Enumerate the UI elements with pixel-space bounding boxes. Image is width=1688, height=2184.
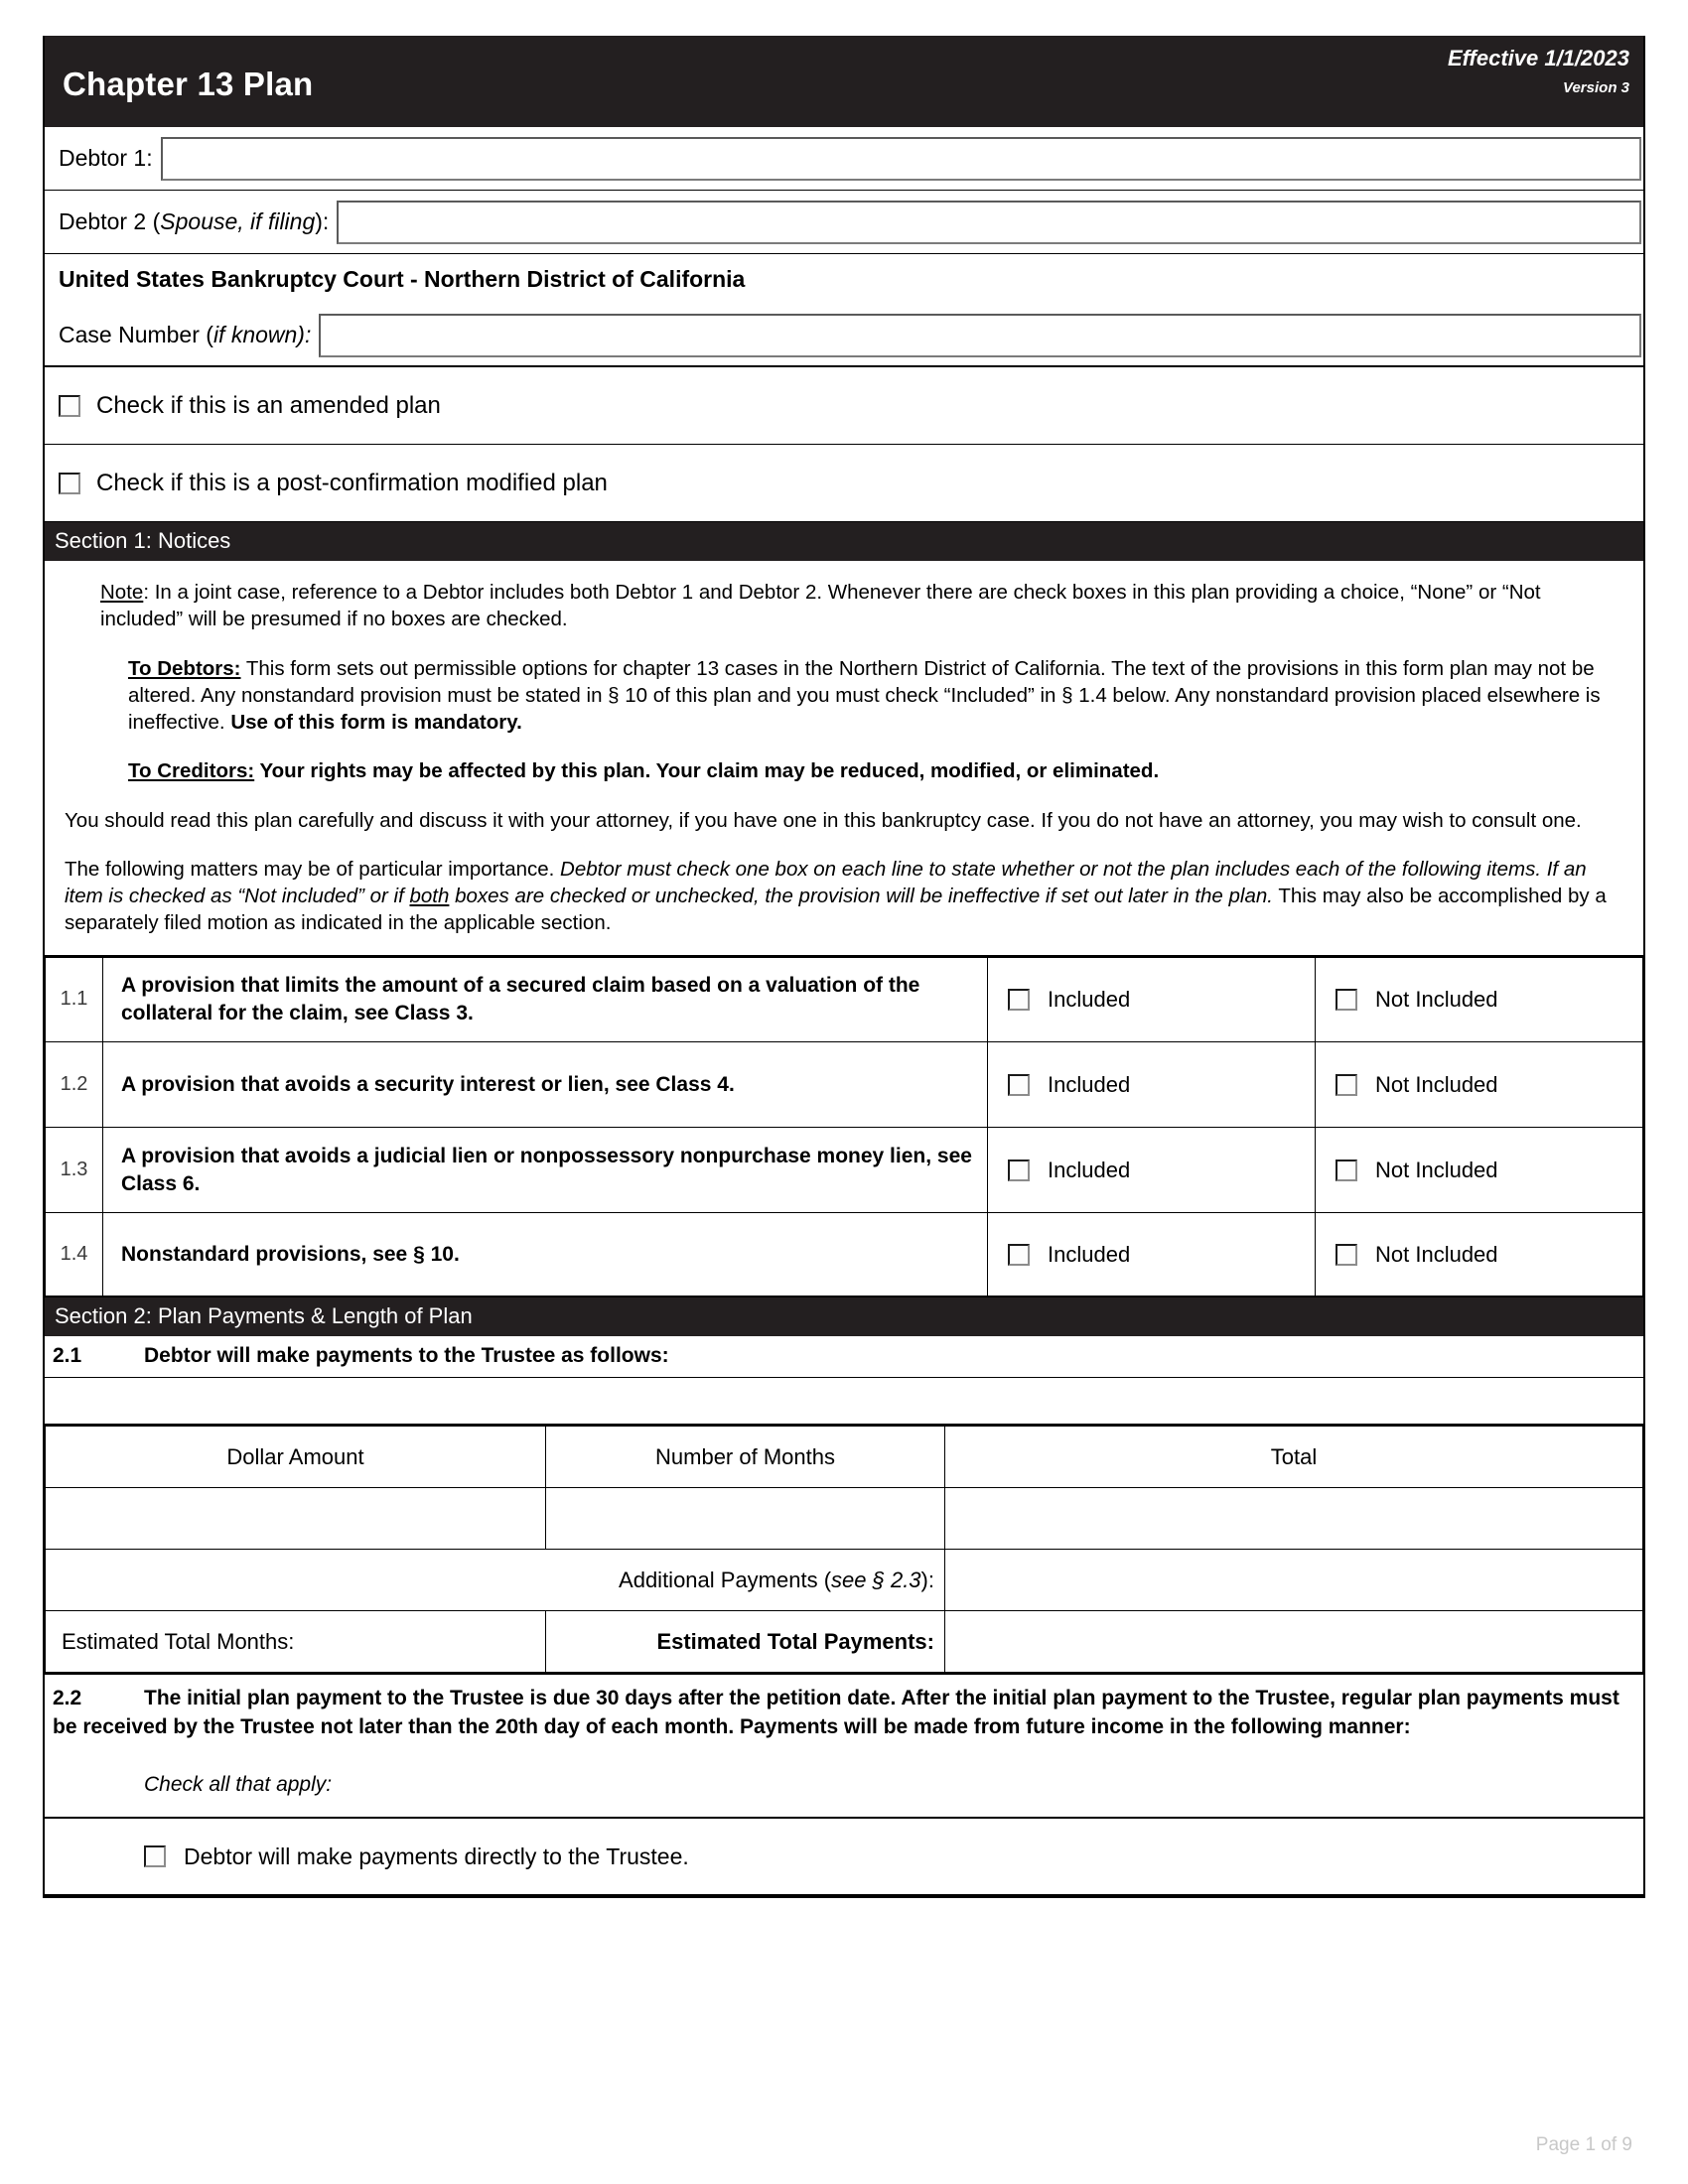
item-not-included-cell[interactable] bbox=[1316, 1128, 1643, 1213]
case-number-label-end: : bbox=[304, 322, 312, 347]
header-total: Total bbox=[945, 1427, 1643, 1488]
item-number: 1.4 bbox=[46, 1213, 103, 1297]
item-not-included-cell[interactable] bbox=[1316, 1213, 1643, 1297]
not-included-checkbox[interactable] bbox=[1336, 989, 1357, 1011]
not-included-checkbox[interactable] bbox=[1336, 1160, 1357, 1181]
table-row bbox=[46, 957, 1643, 1042]
to-debtors-label: To Debtors: bbox=[128, 656, 241, 680]
item-description: A provision that limits the amount of a secured claim based on a valuation of the collateral for the claim, see Class 3. bbox=[103, 957, 988, 1042]
additional-payments-value[interactable] bbox=[945, 1550, 1643, 1611]
header-number-of-months: Number of Months bbox=[546, 1427, 945, 1488]
included-label: Included bbox=[1048, 1157, 1131, 1182]
item-not-included-cell[interactable] bbox=[1316, 957, 1643, 1042]
postconfirmation-plan-row[interactable] bbox=[45, 444, 1643, 521]
cell-total[interactable] bbox=[945, 1488, 1643, 1550]
additional-payments-label-main: Additional Payments ( bbox=[619, 1567, 832, 1592]
direct-payment-row[interactable] bbox=[45, 1819, 1643, 1896]
version-label: Version 3 bbox=[1563, 79, 1629, 96]
item-2-2 bbox=[45, 1673, 1643, 1753]
check-all-that-apply-label: Check all that apply: bbox=[45, 1753, 1643, 1819]
item-not-included-cell[interactable] bbox=[1316, 1042, 1643, 1128]
direct-payment-checkbox[interactable] bbox=[144, 1845, 166, 1867]
cell-dollar-amount[interactable] bbox=[46, 1488, 546, 1550]
amended-plan-row[interactable] bbox=[45, 366, 1643, 444]
to-creditors-text: Your rights may be affected by this plan. Your claim may be reduced, modified, or eliminated. bbox=[254, 759, 1160, 783]
case-number-label-main: Case Number ( bbox=[59, 322, 213, 347]
item-included-cell[interactable] bbox=[988, 957, 1316, 1042]
table-row bbox=[46, 1042, 1643, 1128]
case-number-label bbox=[45, 322, 311, 348]
item-included-cell[interactable] bbox=[988, 1213, 1316, 1297]
note-label: Note bbox=[100, 581, 144, 604]
to-creditors-label: To Creditors: bbox=[128, 759, 255, 783]
debtor2-row bbox=[45, 191, 1643, 254]
additional-payments-label bbox=[546, 1550, 945, 1611]
included-checkbox[interactable] bbox=[1008, 1244, 1030, 1266]
included-checkbox[interactable] bbox=[1008, 1160, 1030, 1181]
additional-payments-label-end: ): bbox=[920, 1567, 934, 1592]
to-creditors-paragraph bbox=[128, 757, 1623, 784]
matters-both-emphasis: both bbox=[409, 885, 450, 907]
plan-payments-table bbox=[45, 1426, 1643, 1673]
case-number-input[interactable] bbox=[319, 314, 1641, 357]
table-row bbox=[46, 1611, 1643, 1673]
included-label: Included bbox=[1048, 1071, 1131, 1097]
direct-payment-label: Debtor will make payments directly to the Trustee. bbox=[184, 1843, 689, 1869]
table-row bbox=[46, 1213, 1643, 1297]
item-2-2-number: 2.2 bbox=[53, 1687, 82, 1709]
header-dollar-amount: Dollar Amount bbox=[46, 1427, 546, 1488]
effective-date: Effective 1/1/2023 bbox=[1447, 46, 1629, 70]
table-row bbox=[46, 1128, 1643, 1213]
item-number: 1.1 bbox=[46, 957, 103, 1042]
item-2-1 bbox=[45, 1336, 1643, 1378]
matters-italic-part2: boxes are checked or unchecked, the provision will be ineffective if set out later in the plan. bbox=[449, 885, 1273, 907]
not-included-checkbox[interactable] bbox=[1336, 1244, 1357, 1266]
item-number: 1.2 bbox=[46, 1042, 103, 1128]
to-debtors-text: This form sets out permissible options for chapter 13 cases in the Northern District of California. The text of the provisions in this form plan may not be altered. Any nonstandard provision must be stated in § 10 of this plan and you must check “Included” in § 1.4 below. Any nonstandard provision placed elsewhere is ineffective. bbox=[128, 656, 1601, 734]
postconfirmation-plan-checkbox[interactable] bbox=[59, 473, 80, 494]
section2-header: Section 2: Plan Payments & Length of Plan bbox=[45, 1297, 1643, 1336]
read-plan-paragraph: You should read this plan carefully and discuss it with your attorney, if you have one in this bankruptcy case. If you do not have an attorney, you may wish to consult one. bbox=[65, 808, 1582, 832]
item-included-cell[interactable] bbox=[988, 1042, 1316, 1128]
case-number-row bbox=[45, 305, 1643, 366]
item-description: A provision that avoids a judicial lien or nonpossessory nonpurchase money lien, see Class 6. bbox=[103, 1128, 988, 1213]
item-description: Nonstandard provisions, see § 10. bbox=[103, 1213, 988, 1297]
item-description: A provision that avoids a security interest or lien, see Class 4. bbox=[103, 1042, 988, 1128]
included-checkbox[interactable] bbox=[1008, 1074, 1030, 1096]
page-title: Chapter 13 Plan bbox=[63, 66, 314, 102]
debtor1-row bbox=[45, 127, 1643, 191]
case-number-label-italic: if known) bbox=[212, 322, 305, 347]
amended-plan-checkbox[interactable] bbox=[59, 395, 80, 417]
table-header-row bbox=[46, 1427, 1643, 1488]
not-included-label: Not Included bbox=[1375, 1157, 1498, 1182]
note-text: : In a joint case, reference to a Debtor includes both Debtor 1 and Debtor 2. Whenever there are check boxes in this plan providing a choice, “None” or “Not included” will be presumed if no boxes are checked. bbox=[100, 581, 1541, 631]
amended-plan-label: Check if this is an amended plan bbox=[96, 391, 441, 419]
cell-number-of-months[interactable] bbox=[546, 1488, 945, 1550]
item-2-1-number: 2.1 bbox=[53, 1344, 82, 1367]
debtor2-label-main: Debtor 2 ( bbox=[59, 208, 161, 234]
matters-lead: The following matters may be of particular importance. bbox=[65, 857, 561, 881]
section1-notices bbox=[45, 561, 1643, 956]
debtor1-label: Debtor 1: bbox=[59, 145, 153, 171]
debtor2-label bbox=[45, 208, 329, 235]
section1-header: Section 1: Notices bbox=[45, 521, 1643, 561]
not-included-label: Not Included bbox=[1375, 1071, 1498, 1097]
matters-italic-part1: Debtor must check one box on each line to state whether or not the plan includes each of the following items. If an item is checked as “Not included” or if bbox=[65, 857, 1587, 907]
to-debtors-paragraph bbox=[128, 655, 1623, 737]
additional-payments-label-italic: see § 2.3 bbox=[831, 1567, 921, 1592]
estimated-total-payments-value[interactable] bbox=[945, 1611, 1643, 1673]
court-name: United States Bankruptcy Court - Northern District of California bbox=[59, 266, 746, 292]
not-included-checkbox[interactable] bbox=[1336, 1074, 1357, 1096]
table-row bbox=[46, 1488, 1643, 1550]
debtor2-label-end: ): bbox=[315, 208, 330, 234]
form-title-bar bbox=[45, 36, 1643, 127]
matters-paragraph bbox=[65, 856, 1623, 937]
section1-items-table bbox=[45, 956, 1643, 1297]
included-checkbox[interactable] bbox=[1008, 989, 1030, 1011]
included-label: Included bbox=[1048, 986, 1131, 1012]
estimated-total-months-label: Estimated Total Months: bbox=[46, 1611, 546, 1673]
note-paragraph bbox=[100, 579, 1623, 633]
postconfirmation-plan-label: Check if this is a post-confirmation modified plan bbox=[96, 469, 608, 496]
debtor2-label-italic: Spouse, if filing bbox=[160, 208, 316, 234]
item-2-1-text: Debtor will make payments to the Trustee as follows: bbox=[144, 1344, 669, 1367]
page-footer: Page 1 of 9 bbox=[1535, 2134, 1632, 2155]
additional-payments-spacer bbox=[46, 1550, 546, 1611]
to-debtors-mandatory: Use of this form is mandatory. bbox=[230, 711, 522, 734]
item-number: 1.3 bbox=[46, 1128, 103, 1213]
item-included-cell[interactable] bbox=[988, 1128, 1316, 1213]
table-row bbox=[46, 1550, 1643, 1611]
form-body bbox=[43, 36, 1645, 1898]
item-2-1-spacer bbox=[45, 1378, 1643, 1426]
debtor1-input[interactable] bbox=[161, 137, 1641, 181]
item-2-2-text: The initial plan payment to the Trustee is due 30 days after the petition date. After the initial plan payment to the Trustee, regular plan payments must be received by the Trustee not later than the 20th day of each month. Payments will be made from future income in the following manner: bbox=[53, 1687, 1619, 1738]
included-label: Included bbox=[1048, 1241, 1131, 1267]
not-included-label: Not Included bbox=[1375, 1241, 1498, 1267]
estimated-total-payments-label: Estimated Total Payments: bbox=[546, 1611, 945, 1673]
matters-tail: This may also be accomplished by a separately filed motion as indicated in the applicable section. bbox=[65, 885, 1607, 935]
not-included-label: Not Included bbox=[1375, 986, 1498, 1012]
debtor2-input[interactable] bbox=[337, 201, 1641, 244]
